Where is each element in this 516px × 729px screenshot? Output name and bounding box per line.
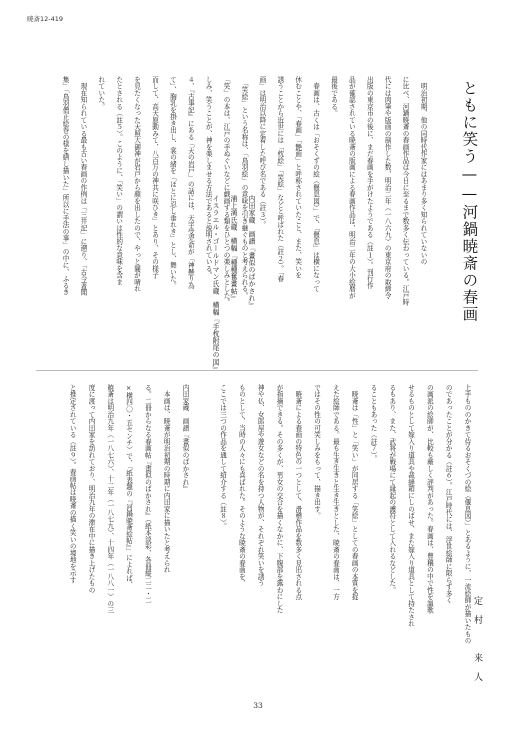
text-column: たとされる（註５）。このように、「笑い」の謂いは性的な意味を含ま xyxy=(114,76,123,286)
text-column: 誘うことから近世には「枕絵」「笑絵」などと呼ばれた（註２）。「春 xyxy=(275,76,284,283)
text-column: 最後である。 xyxy=(329,76,338,117)
text-column: 品が確認されている暁斎の版画による春画作品は、明治二年の大小絵暦が xyxy=(347,76,356,299)
text-column: 暁斎は明治九年（一八七六）、十二年（一八七九）、十四年（一八八一）の三 xyxy=(105,384,114,614)
text-column: ることもあった（註７）。 xyxy=(369,384,377,462)
text-column: ×横四〇・五センチ）で、「紙表題の『河鍋暁斎絵帖』」によれば、 xyxy=(124,384,133,589)
text-column: 暁斎は「性」と「笑い」が同居する「笑絵」としての春画の本質を捉 xyxy=(350,384,359,600)
text-column: 度に渡って内田家を訪れており、明治九年の滞在中に描き上げたもの xyxy=(87,384,95,594)
text-column: 暁斎による春画の特色の一つとして、滑稽作品を数多く見出される点 xyxy=(293,384,302,600)
page-number: 33 xyxy=(253,701,263,710)
text-column: 明治初期、他の同時代作家にはあまり多く知られていないの xyxy=(419,76,427,265)
artwork-list-item: 内田家蔵 画譜『畫似のばかされ』 xyxy=(247,195,255,309)
article-title: ともに笑う——河鍋暁斎の春画 xyxy=(460,80,479,323)
text-column: 神や仏、女郎屋や遊女などの名を持つ人物が、それぞれ笑いを誘う xyxy=(256,384,265,587)
text-column: せるものとして嫁入り道具や裁縫箱にしのばせ、また嫁入り道具として持たされ xyxy=(406,384,415,627)
text-column: 「笑」の本は、江戸の手ぬぐいなどに戯画する類をひとつの楽しみとした。 xyxy=(222,76,231,306)
text-column: 而して、高天原動みて、八百万の神共に咲ひき」とあり、その様子 xyxy=(150,76,159,279)
text-column: のであったことが分かる（註６）。江戸時代には、浮世絵師に限らず多く xyxy=(444,384,453,604)
text-column: る。二冊からなる春画帖『畫似のばかされ』（紙本淡彩、各冊縦二二・二 xyxy=(143,384,152,604)
text-column: 現在知られている最も古い春画の作例は「三井記」に遡り、「古今著聞 xyxy=(78,76,87,296)
section-separator xyxy=(36,370,478,371)
text-column: 集」「鳥羽僧正絵巻の様を繕し描いた」所以に手法の事」の中に、ふるき xyxy=(61,76,69,296)
author-name: 定村 来人 xyxy=(472,596,482,691)
text-column: 本画は、暁斎が明治初期の時期に内田家に描いたと考えられ xyxy=(162,384,171,573)
text-column: ４、『古事記』にある「天の岩戸」の話には、天宇受売命が「神懸り為 xyxy=(186,76,195,289)
text-column: 春画は、古くは「おそくずの絵（偃息図）」で、「偃息」は横になって xyxy=(311,76,320,293)
text-column: て」、胸乳を掛き出し、裳の緒を「ほとに忍し垂れき」とし、舞いた。 xyxy=(168,76,177,289)
text-column: に比べ、河鍋暁斎の春画作品は今日に至るまで数多く伝わっている。江戸時 xyxy=(401,76,410,306)
text-column: の画派の絵師が、比較も厳しく評判があった。春画は、豊穣の中で性を謳歌 xyxy=(425,384,434,614)
text-column: 出版の東京市の後に、まだ春画を手がけたようである（註１）。刊行作 xyxy=(365,76,374,289)
text-column: が指摘できる。その多くが、男女の交合を描くなかに、下腹部を露わにした xyxy=(275,384,283,614)
text-column: と推定されている（註９）。春画帖は暁斎の描く笑いの境地を示す xyxy=(68,384,77,584)
header-code: 暁斎12-419 xyxy=(27,15,64,23)
text-column: 画」は明治以降に定着した呼び名である（註３）。 xyxy=(257,76,266,228)
text-column: 代には肉筆や版画の制作した数、明治二年（一八六九）の東京府の取締令 xyxy=(383,76,392,299)
text-column: ではその性の可笑しみをもって、描き出す。 xyxy=(312,384,321,519)
text-column: しみ、笑うことが、神を楽しませる方法であると説明されている。 xyxy=(204,76,213,279)
text-column: 内田家蔵 画譜『畫似のばかされ』 xyxy=(181,384,189,492)
text-column: 休むことや、「春画」「艶画」と呼称されていたこと、また、笑いを xyxy=(293,76,302,279)
text-column: れていた。 xyxy=(96,76,105,110)
text-column: 上手もののかきて侍るおそくづの絵（偃息図）」とあるように、一流絵師が描いたもの xyxy=(463,384,471,644)
artwork-list-item: 浦上満氏蔵 横幅『種種奮畫帖』 xyxy=(229,195,237,302)
text-column: 「笑絵」という名称は、「鳥羽絵」の意味を引き継ぐものと考えられる。 xyxy=(240,76,248,299)
artwork-list-item: イスラエル・ゴールドマン氏蔵 横幅『手枕附尾の図』 xyxy=(211,195,219,373)
text-column: ものとして、当時の人々にも喜ばれた。そのような暁斎の春画を、 xyxy=(237,384,246,587)
text-column: ここでは三つの作品を通して紹介する（註８）。 xyxy=(218,384,227,530)
text-column: を見たくなった天照大御神が岩戸から顔を出したので、やっと闇が晴れ xyxy=(132,76,141,292)
text-column: えた絵師である。最も生き生きと生き生きとした、暁斎の春画は、一方 xyxy=(331,384,340,600)
text-column: るもあり、また、武将が戦場にて縁起の護符として入れるなどした。 xyxy=(387,384,396,594)
